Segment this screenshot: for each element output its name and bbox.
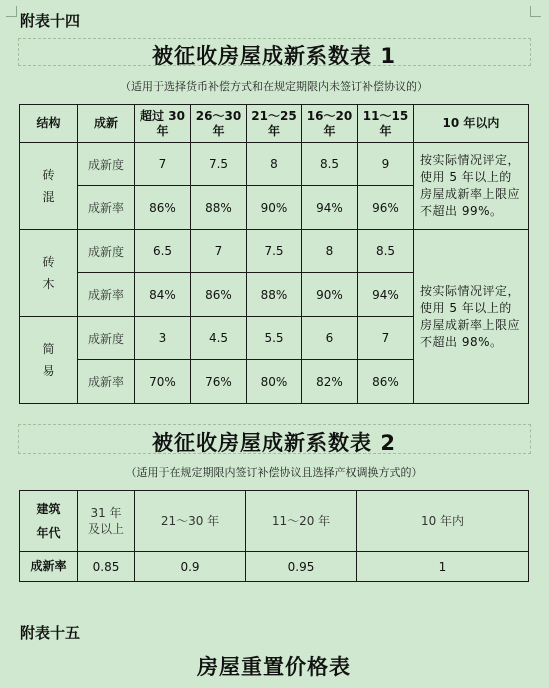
crop-mark-top-left	[6, 6, 17, 17]
table-cell: 86%	[135, 186, 191, 230]
table-cell: 7	[135, 143, 191, 186]
table-cell: 8	[302, 230, 358, 273]
table-cell: 82%	[302, 360, 358, 404]
table-cell: 8	[247, 143, 302, 186]
table-cell: 3	[135, 317, 191, 360]
header-age-21-25: 21～25 年	[247, 105, 302, 143]
table-cell: 90%	[247, 186, 302, 230]
header-age-over-30: 超过 30 年	[135, 105, 191, 143]
table-cell: 88%	[191, 186, 247, 230]
row-label: 成新率	[78, 273, 135, 317]
row-label: 成新率	[20, 552, 78, 582]
header-age-11-15: 11～15 年	[358, 105, 414, 143]
table-cell: 84%	[135, 273, 191, 317]
appendix-15-label: 附表十五	[20, 624, 81, 642]
table-cell: 94%	[358, 273, 414, 317]
table-cell: 4.5	[191, 317, 247, 360]
table-cell: 31 年及以上	[78, 491, 135, 552]
table-cell: 96%	[358, 186, 414, 230]
table-cell: 7	[358, 317, 414, 360]
table1	[19, 104, 529, 404]
table-cell: 70%	[135, 360, 191, 404]
table-cell: 0.85	[78, 552, 135, 582]
row-label: 成新度	[78, 230, 135, 273]
table2	[19, 490, 529, 582]
table1-title: 被征收房屋成新系数表 1	[152, 44, 396, 68]
table-cell: 90%	[302, 273, 358, 317]
row-label: 成新率	[78, 360, 135, 404]
table-cell: 21～30 年	[135, 491, 246, 552]
header-building-era: 建筑年代	[20, 491, 78, 552]
structure-brick-concrete: 砖混	[20, 143, 78, 230]
table-cell: 5.5	[247, 317, 302, 360]
header-newness: 成新	[78, 105, 135, 143]
table-cell: 9	[358, 143, 414, 186]
table-cell: 6.5	[135, 230, 191, 273]
table-cell: 94%	[302, 186, 358, 230]
table-row	[20, 143, 529, 186]
row-label: 成新度	[78, 143, 135, 186]
table-row	[20, 230, 529, 273]
table-cell: 86%	[191, 273, 247, 317]
note-cell: 按实际情况评定，使用 5 年以上的房屋成新率上限应不超出 99%。	[414, 143, 529, 230]
header-age-16-20: 16～20 年	[302, 105, 358, 143]
row-label: 成新率	[78, 186, 135, 230]
note-cell: 按实际情况评定，使用 5 年以上的房屋成新率上限应不超出 98%。	[414, 230, 529, 404]
table-cell: 86%	[358, 360, 414, 404]
table3-title: 房屋重置价格表	[197, 655, 351, 679]
table-row	[20, 552, 529, 582]
table-cell: 7	[191, 230, 247, 273]
table-cell: 8.5	[358, 230, 414, 273]
table-cell: 76%	[191, 360, 247, 404]
table-cell: 0.9	[135, 552, 246, 582]
table-cell: 0.95	[246, 552, 357, 582]
crop-mark-top-right	[530, 6, 541, 17]
table2-title: 被征收房屋成新系数表 2	[152, 431, 396, 455]
table1-header-row	[20, 105, 529, 143]
appendix-14-label: 附表十四	[20, 12, 81, 30]
table-cell: 7.5	[191, 143, 247, 186]
row-label: 成新度	[78, 317, 135, 360]
table-cell: 7.5	[247, 230, 302, 273]
structure-simple: 简易	[20, 317, 78, 404]
table-cell: 11～20 年	[246, 491, 357, 552]
header-age-under-10: 10 年以内	[414, 105, 529, 143]
table-cell: 88%	[247, 273, 302, 317]
table2-note: （适用于在规定期限内签订补偿协议且选择产权调换方式的）	[125, 466, 423, 479]
table-cell: 10 年内	[357, 491, 529, 552]
header-age-26-30: 26～30 年	[191, 105, 247, 143]
table-cell: 8.5	[302, 143, 358, 186]
table-cell: 6	[302, 317, 358, 360]
header-structure: 结构	[20, 105, 78, 143]
table-cell: 80%	[247, 360, 302, 404]
table2-header-row	[20, 491, 529, 552]
structure-brick-wood: 砖木	[20, 230, 78, 317]
table-cell: 1	[357, 552, 529, 582]
table1-note: （适用于选择货币补偿方式和在规定期限内未签订补偿协议的）	[120, 80, 428, 93]
